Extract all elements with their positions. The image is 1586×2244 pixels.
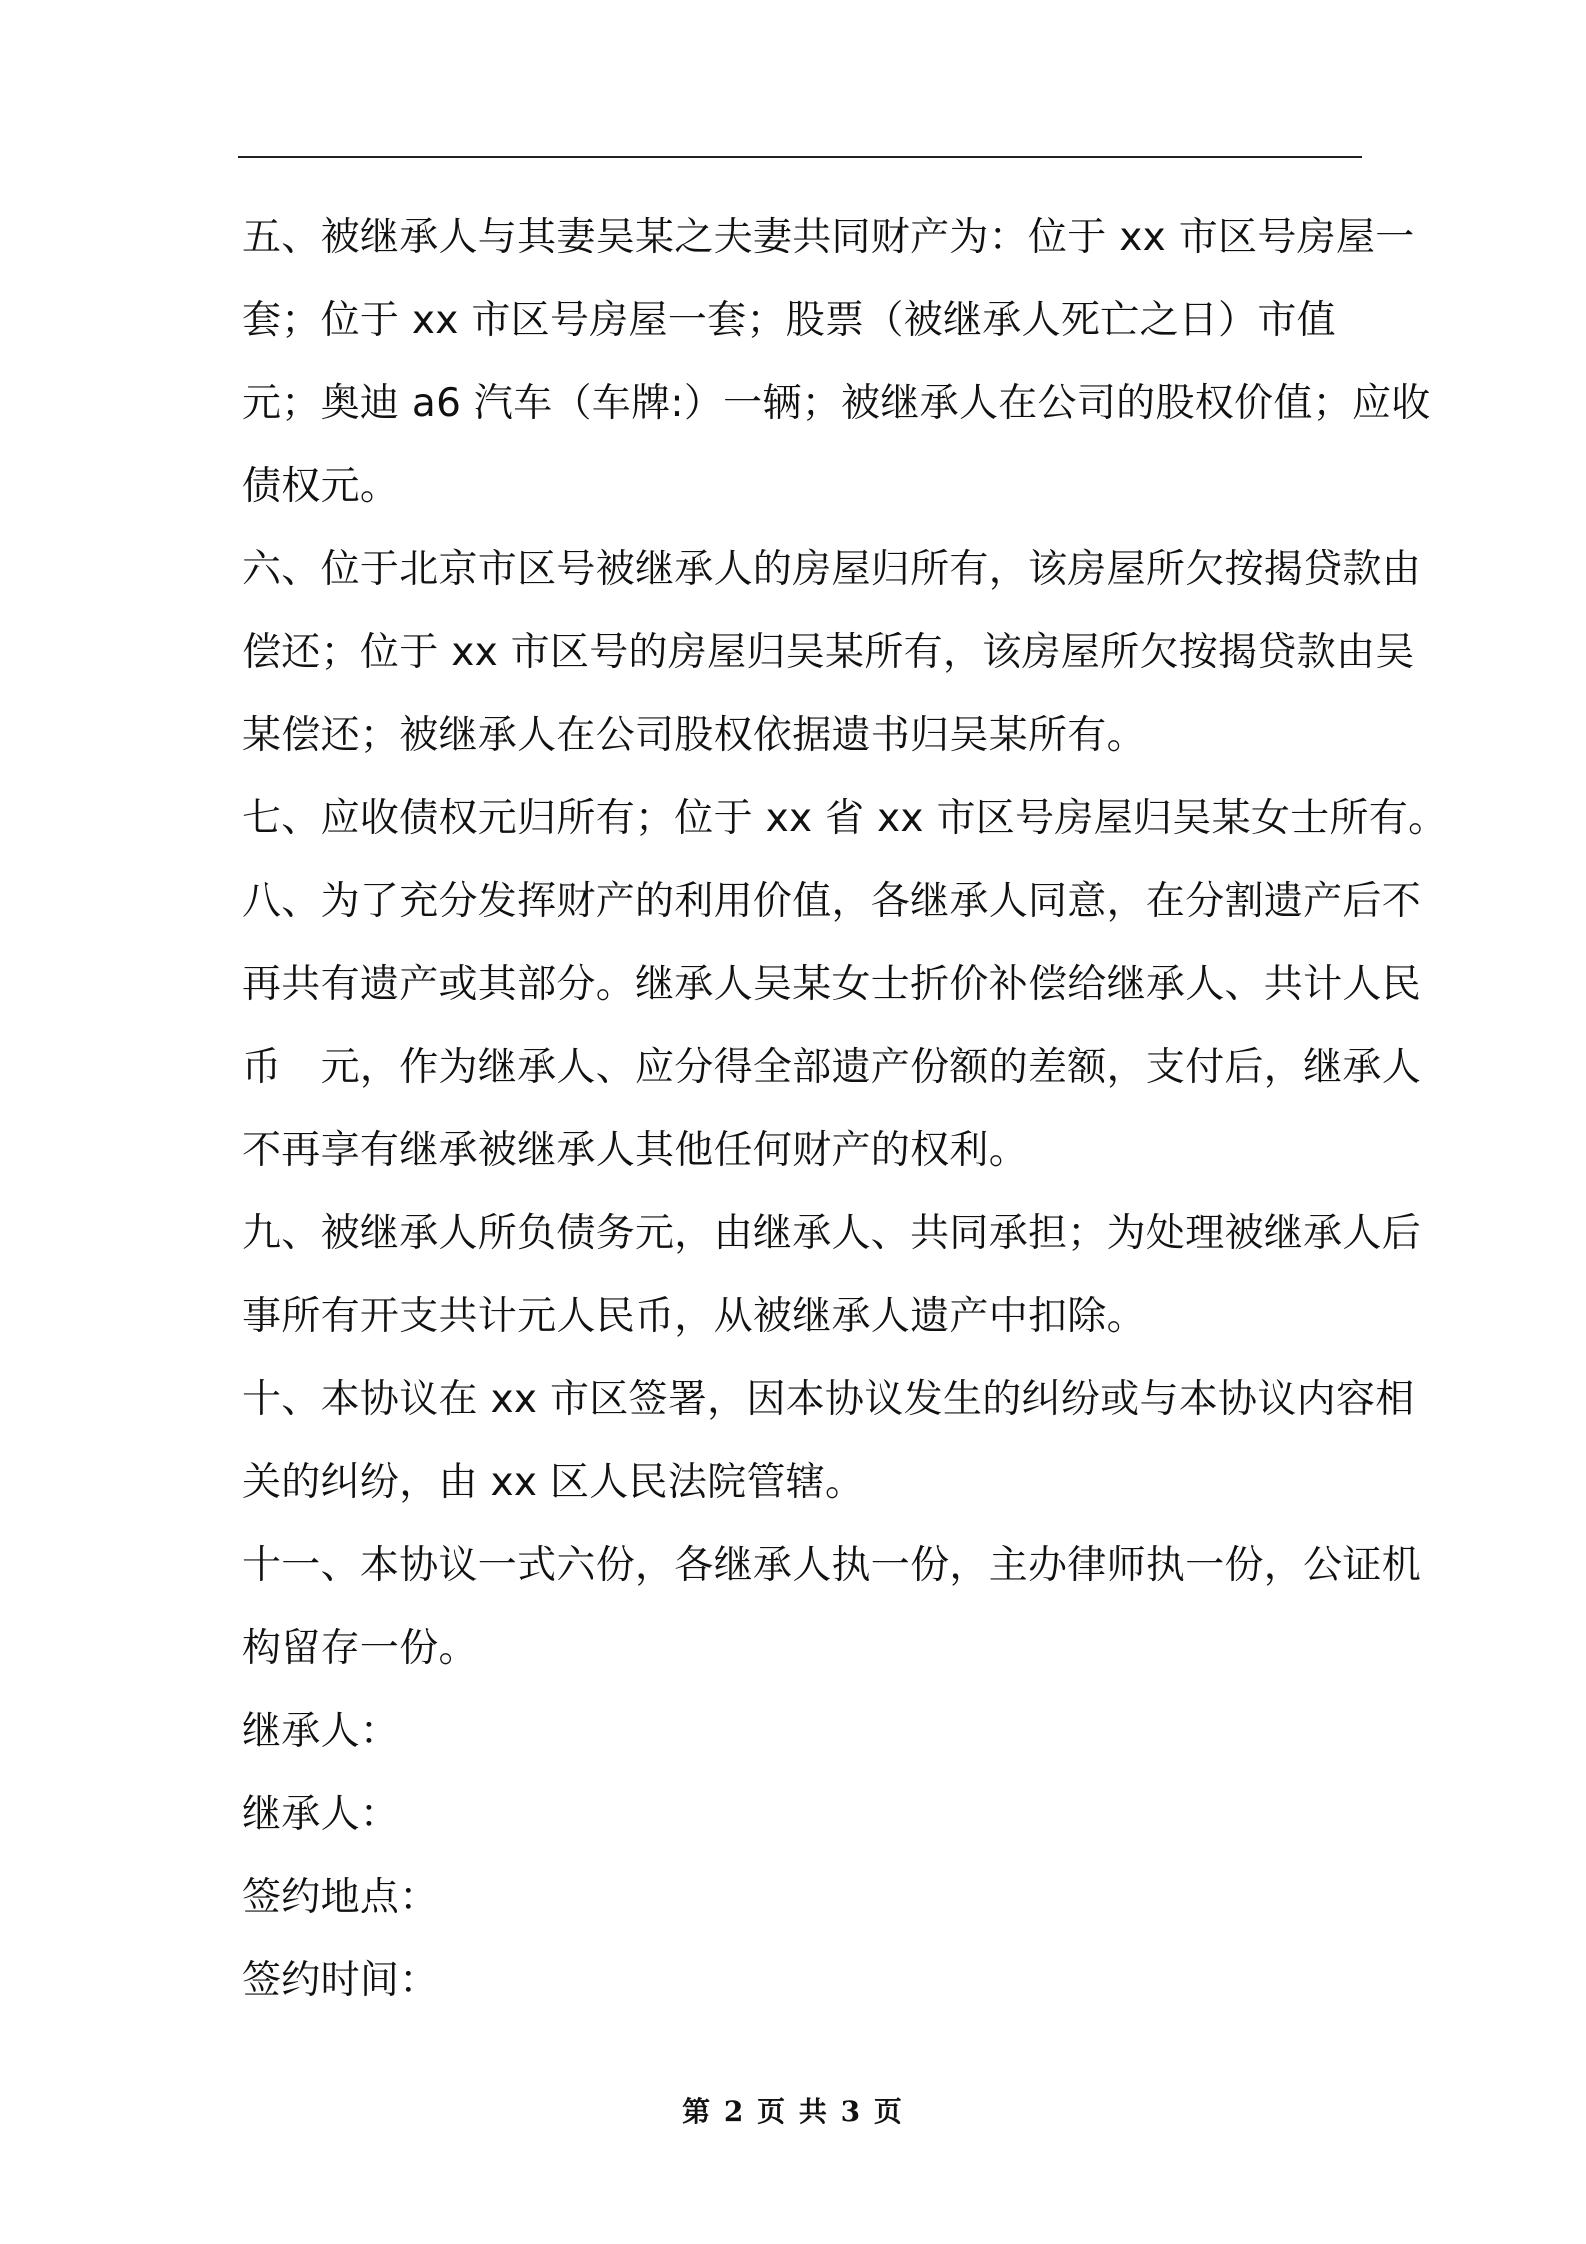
clause-9-line-1: 九、被继承人所负债务元，由继承人、共同承担；为处理被继承人后 — [242, 1211, 1422, 1256]
page-number: 第 2 页 共 3 页 — [682, 2095, 904, 2128]
clause-6 — [242, 528, 1422, 777]
clause-7 — [242, 777, 1448, 860]
clause-10 — [242, 1358, 1415, 1524]
heir-signature-2: 继承人： — [242, 1792, 400, 1837]
clause-8-line-4: 不再享有继承被继承人其他任何财产的权利。 — [242, 1128, 1029, 1173]
clause-9 — [242, 1192, 1422, 1358]
clause-11-line-1: 十一、本协议一式六份，各继承人执一份，主办律师执一份，公证机 — [242, 1543, 1422, 1588]
clause-11-line-2: 构留存一份。 — [242, 1626, 478, 1671]
document-body — [242, 196, 1448, 2022]
clause-5-line-1: 五、被继承人与其妻吴某之夫妻共同财产为：位于 xx 市区号房屋一 — [242, 215, 1415, 260]
clause-9-line-2: 事所有开支共计元人民币，从被继承人遗产中扣除。 — [242, 1294, 1146, 1339]
clause-5 — [242, 196, 1431, 528]
signature-block — [242, 1690, 1366, 2022]
clause-5-line-2: 套；位于 xx 市区号房屋一套；股票（被继承人死亡之日）市值 — [242, 298, 1336, 343]
clause-6-line-2: 偿还；位于 xx 市区号的房屋归吴某所有，该房屋所欠按揭贷款由吴 — [242, 630, 1415, 675]
clause-8-line-3: 币 元，作为继承人、应分得全部遗产份额的差额，支付后，继承人 — [242, 1045, 1422, 1090]
clause-10-line-1: 十、本协议在 xx 市区签署，因本协议发生的纠纷或与本协议内容相 — [242, 1377, 1415, 1422]
clause-6-line-3: 某偿还；被继承人在公司股权依据遗书归吴某所有。 — [242, 713, 1146, 758]
clause-5-line-3: 元；奥迪 a6 汽车（车牌:）一辆；被继承人在公司的股权价值；应收 — [242, 381, 1431, 426]
clause-8-line-1: 八、为了充分发挥财产的利用价值，各继承人同意，在分割遗产后不 — [242, 879, 1422, 924]
clause-8 — [242, 860, 1422, 1192]
clause-10-line-2: 关的纠纷，由 xx 区人民法院管辖。 — [242, 1460, 865, 1505]
heir-signature-1: 继承人： — [242, 1709, 400, 1754]
clause-11 — [242, 1524, 1422, 1690]
header-rule — [238, 156, 1362, 158]
signing-time: 签约时间： — [242, 1958, 439, 2003]
clause-7-line-1: 七、应收债权元归所有；位于 xx 省 xx 市区号房屋归吴某女士所有。 — [242, 796, 1448, 841]
clause-8-line-2: 再共有遗产或其部分。继承人吴某女士折价补偿给继承人、共计人民 — [242, 962, 1422, 1007]
signing-place: 签约地点： — [242, 1875, 439, 1920]
clause-6-line-1: 六、位于北京市区号被继承人的房屋归所有，该房屋所欠按揭贷款由 — [242, 547, 1422, 592]
clause-5-line-4: 债权元。 — [242, 464, 400, 509]
